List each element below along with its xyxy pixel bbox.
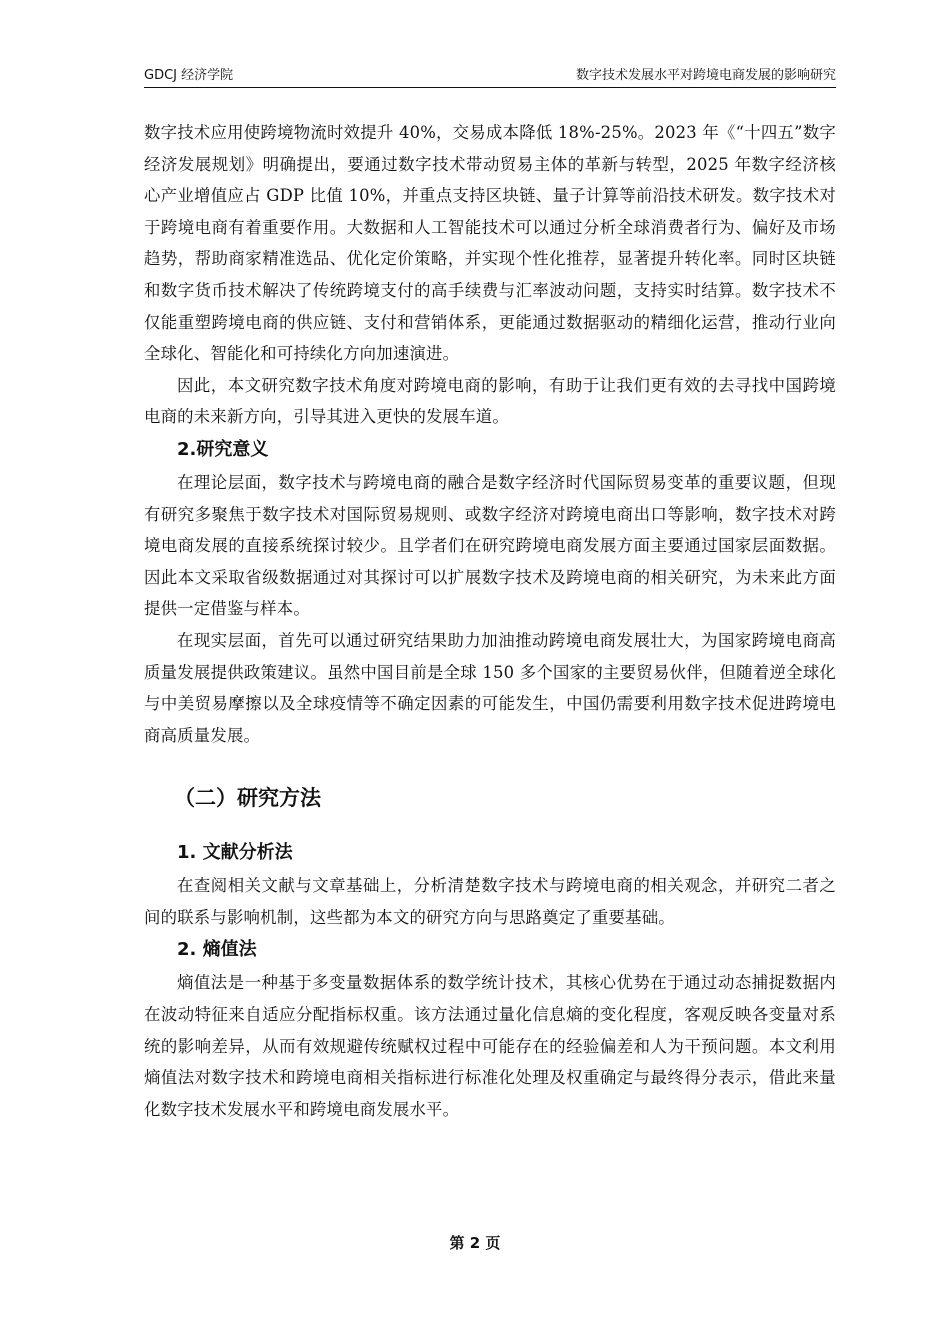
paragraph-theoretical-level: 在理论层面，数字技术与跨境电商的融合是数字经济时代国际贸易变革的重要议题，但现有研究多聚焦于数字技术对国际贸易规则、或数字经济对跨境电商出口等影响，数字技术对跨境电商发展的直接系统探讨较少。且学者们在研究跨境电商发展方面主要通过国家层面数据。因此本文采取省级数据通过对其探讨可以扩展数字技术及跨境电商的相关研究，为未来此方面提供一定借鉴与样本。 xyxy=(144,472,836,619)
heading-research-methods: （二）研究方法 xyxy=(174,786,321,811)
header-institution: GDCJ 经济学院 xyxy=(144,68,234,83)
page-header xyxy=(144,66,836,86)
paragraph-digital-tech-role: 数字技术应用使跨境物流时效提升 40%，交易成本降低 18%-25%。2023 年《“十四五”数字经济发展规划》明确提出，要通过数字技术带动贸易主体的革新与转型，2025 年数字经济核心产业增值应占 GDP 比值 10%，并重点支持区块链、量子计算等前沿技术研发。数字技术对于跨境电商有着重要作用。大数据和人工智能技术可以通过分析全球消费者行为、偏好及市场趋势，帮助商家精准选品、优化定价策略，并实现个性化推荐，显著提升转化率。同时区块链和数字货币技术解决了传统跨境支付的高手续费与汇率波动问题，支持实时结算。数字技术不仅能重塑跨境电商的供应链、支付和营销体系，更能通过数据驱动的精细化运营，推动行业向全球化、智能化和可持续化方向加速演进。 xyxy=(144,123,836,364)
heading-literature-analysis: 1. 文献分析法 xyxy=(177,842,293,864)
paragraph-literature-analysis: 在查阅相关文献与文章基础上，分析清楚数字技术与跨境电商的相关观念，并研究二者之间的联系与影响机制，这些都为本文的研究方向与思路奠定了重要基础。 xyxy=(144,876,836,927)
heading-entropy-method: 2. 熵值法 xyxy=(177,939,257,961)
paragraph-conclusion: 因此，本文研究数字技术角度对跨境电商的影响，有助于让我们更有效的去寻找中国跨境电商的未来新方向，引导其进入更快的发展车道。 xyxy=(144,375,836,427)
heading-research-significance: 2.研究意义 xyxy=(177,438,269,460)
page-number: 第 2 页 xyxy=(449,1234,501,1252)
page-content xyxy=(144,117,836,1125)
header-rule xyxy=(144,87,836,88)
paragraph-entropy-method: 熵值法是一种基于多变量数据体系的数学统计技术，其核心优势在于通过动态捕捉数据内在波动特征来自适应分配指标权重。该方法通过量化信息熵的变化程度，客观反映各变量对系统的影响差异，从而有效规避传统赋权过程中可能存在的经验偏差和人为干预问题。本文利用熵值法对数字技术和跨境电商相关指标进行标准化处理及权重确定与最终得分表示，借此来量化数字技术发展水平和跨境电商发展水平。 xyxy=(144,973,836,1119)
paragraph-practical-level: 在现实层面，首先可以通过研究结果助力加油推动跨境电商发展壮大，为国家跨境电商高质量发展提供政策建议。虽然中国目前是全球 150 多个国家的主要贸易伙伴，但随着逆全球化与中美贸易摩擦以及全球疫情等不确定因素的可能发生，中国仍需要利用数字技术促进跨境电商高质量发展。 xyxy=(144,630,836,745)
header-paper-title: 数字技术发展水平对跨境电商发展的影响研究 xyxy=(575,68,836,83)
